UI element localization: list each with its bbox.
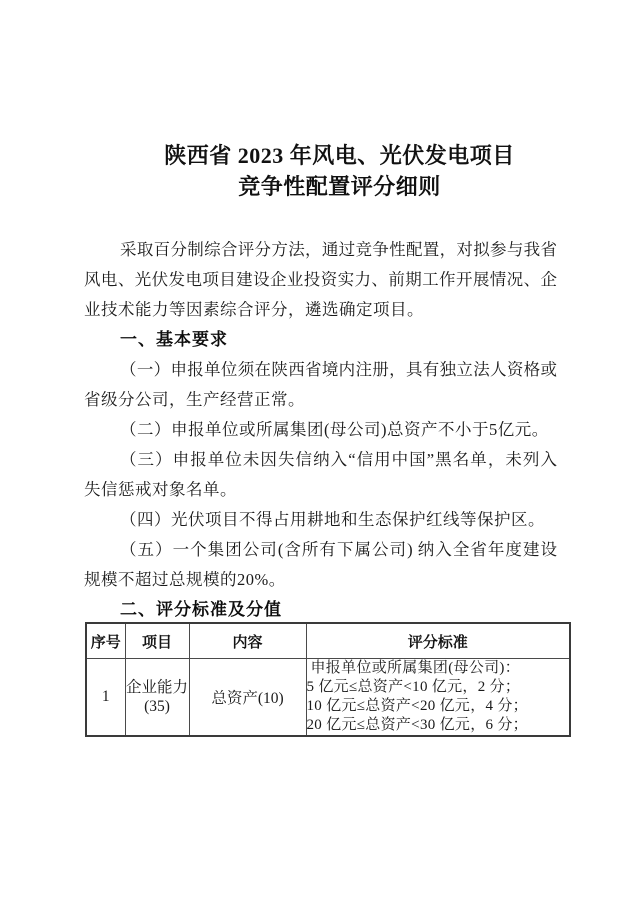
col-header-number: 序号	[86, 623, 125, 659]
col-header-criteria: 评分标准	[306, 623, 570, 659]
row1-criteria-cell	[306, 659, 570, 737]
row1-criteria-line2: 5 亿元≤总资产<10 亿元，2 分；	[306, 679, 521, 695]
row1-criteria-line3: 10 亿元≤总资产<20 亿元，4 分；	[306, 698, 528, 714]
intro-line-2: 风电、光伏发电项目建设企业投资实力、前期工作开展情况、企	[84, 270, 557, 289]
requirement-2: （二）申报单位或所属集团(母公司)总资产不小于5亿元。	[120, 420, 549, 439]
section-heading-basic-requirements: 一、基本要求	[120, 330, 228, 349]
col-header-project: 项目	[125, 623, 189, 659]
requirement-3-line-2: 失信惩戒对象名单。	[84, 480, 237, 499]
col-header-content: 内容	[189, 623, 306, 659]
row1-project-line1: 企业能力	[125, 679, 188, 696]
row1-criteria-line1: 申报单位或所属集团(母公司)：	[310, 660, 520, 676]
scoring-table	[85, 622, 571, 737]
requirement-4: （四）光伏项目不得占用耕地和生态保护红线等保护区。	[120, 510, 545, 529]
section-heading-scoring: 二、评分标准及分值	[120, 600, 282, 619]
document-title	[84, 140, 557, 202]
row1-project-line2: (35)	[144, 698, 170, 715]
row1-criteria-line4: 20 亿元≤总资产<30 亿元，6 分；	[306, 717, 528, 733]
row1-project-cell	[125, 659, 189, 737]
requirement-5-line-1: （五）一个集团公司(含所有下属公司) 纳入全省年度建设	[120, 540, 557, 559]
requirement-5-line-2: 规模不超过总规模的20%。	[84, 570, 286, 589]
document-title-line1: 陕西省 2023 年风电、光伏发电项目	[164, 143, 515, 168]
intro-line-3: 业技术能力等因素综合评分，遴选确定项目。	[84, 300, 424, 319]
row1-content-cell: 总资产(10)	[189, 659, 306, 737]
requirement-3-line-1: （三）申报单位未因失信纳入“信用中国”黑名单，未列入	[120, 450, 557, 469]
document-title-line2: 竞争性配置评分细则	[238, 174, 441, 199]
requirement-1-line-2: 省级分公司，生产经营正常。	[84, 390, 305, 409]
scoring-table-row-1	[86, 659, 570, 737]
row1-number-cell: 1	[86, 659, 125, 737]
scoring-table-header-row	[86, 623, 570, 659]
requirement-1-line-1: （一）申报单位须在陕西省境内注册，具有独立法人资格或	[120, 360, 557, 379]
document-body	[84, 235, 557, 625]
intro-line-1: 采取百分制综合评分方法，通过竞争性配置，对拟参与我省	[120, 240, 557, 259]
